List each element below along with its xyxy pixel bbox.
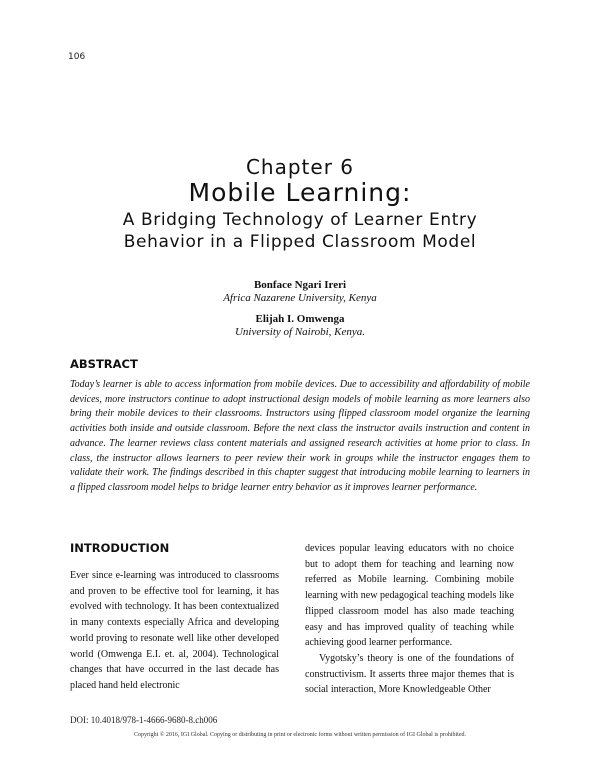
page-number: 106: [68, 52, 86, 62]
author-name: Elijah I. Omwenga: [255, 313, 345, 325]
introduction-left-column: Ever since e-learning was introduced to classrooms and proven to be effective tool for learning, it has evolved with technology. It has been contextualized in many contexts especially Africa and developing world proving to resonate well like other developed world (Omwenga E.I. et. al, 2004). Technological changes that have occurred in the last decade has placed hand held electronic: [70, 570, 279, 691]
introduction-right-column: [305, 541, 514, 698]
paragraph: Vygotsky’s theory is one of the foundations of constructivism. It asserts three major themes that is social interaction, More Knowledgeable Other: [305, 652, 514, 696]
abstract-text: Today’s learner is able to access information from mobile devices. Due to accessibility and affordability of mobile devices, more instructors continue to adopt instructional design models of mobile learning as more learners also bring their mobile devices to their classrooms. Instructors using flipped classroom model organize the learning activities both inside and outside classroom. Before the next class the instructor avails instruction and content in advance. The learner reviews class content materials and assigned research activities at home prior to class. In class, the instructor allows learners to peer review their work in groups while the instructor engages them to validate their work. The findings described in this chapter suggest that introducing mobile learning to learners in a flipped classroom model helps to bridge learner entry behavior as it improves learner performance.: [70, 379, 530, 493]
chapter-title: Mobile Learning:: [188, 178, 412, 207]
author-affiliation: Africa Nazarene University, Kenya: [223, 292, 377, 304]
chapter-label: Chapter 6: [245, 155, 355, 179]
author-affiliation: University of Nairobi, Kenya.: [234, 326, 366, 338]
chapter-subtitle-line-1: A Bridging Technology of Learner Entry: [122, 210, 478, 230]
paragraph: devices popular leaving educators with no choice but to adopt them for teaching and learning now referred as Mobile learning. Combining mobile learning with new pedagogical teaching models like flipped classroom model has also made teaching easy and has improved quality of teaching while achieving good learner performance.: [305, 543, 514, 649]
abstract-heading: ABSTRACT: [70, 357, 138, 371]
chapter-subtitle-line-2: Behavior in a Flipped Classroom Model: [123, 232, 477, 252]
doi-line: DOI: 10.4018/978-1-4666-9680-8.ch006: [70, 715, 218, 725]
introduction-heading: INTRODUCTION: [70, 541, 170, 555]
author-name: Bonface Ngari Ireri: [253, 279, 347, 291]
copyright-notice: Copyright © 2016, IGI Global. Copying or distributing in print or electronic forms without written permission of IGI Global is prohibited.: [133, 732, 466, 738]
